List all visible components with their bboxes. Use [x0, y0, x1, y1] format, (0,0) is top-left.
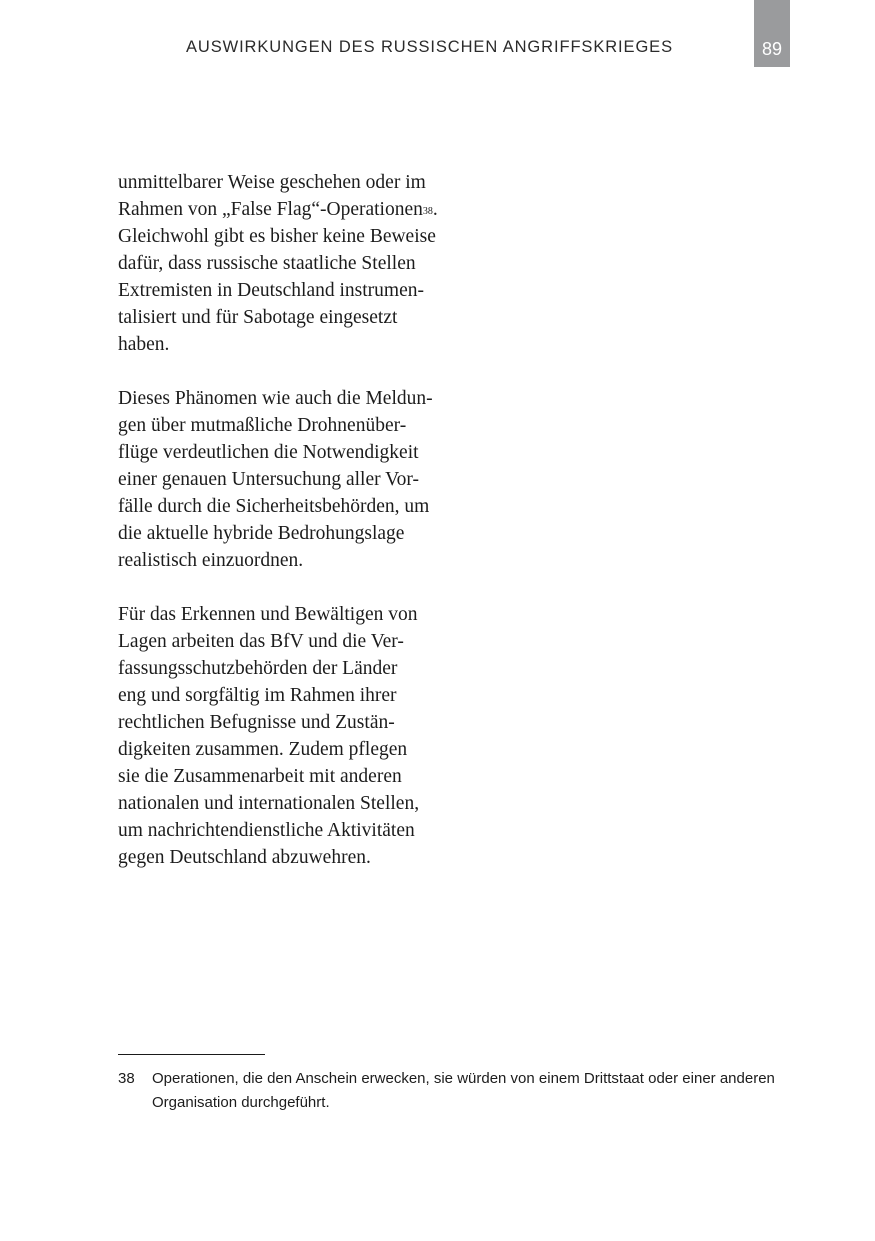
footnote-38: [118, 1067, 798, 1115]
text-line: einer genauen Untersuchung aller Vor-: [118, 469, 420, 490]
text-line: gen über mutmaßliche Drohnenüber-: [118, 415, 407, 436]
text-line: haben.: [118, 334, 170, 355]
body-text-column: [118, 169, 448, 898]
text-line: flüge verdeutlichen die Notwendigkeit: [118, 442, 419, 463]
page-number-tab: [754, 0, 790, 67]
text-line: Extremisten in Deutschland instrumen-: [118, 280, 424, 301]
text-line: dafür, dass russische staatliche Stellen: [118, 253, 416, 274]
paragraph-2: [118, 385, 448, 574]
text-line: unmittelbarer Weise geschehen oder im: [118, 172, 426, 193]
footnote-number: 38: [118, 1070, 135, 1087]
text-line: fassungsschutzbehörden der Länder: [118, 658, 398, 679]
text-line: Dieses Phänomen wie auch die Meldun-: [118, 388, 433, 409]
text-line: digkeiten zusammen. Zudem pflegen: [118, 739, 408, 760]
footnote-text: [152, 1067, 798, 1115]
text-line: Lagen arbeiten das BfV und die Ver-: [118, 631, 404, 652]
text-line: Rahmen von „False Flag“-Operationen$^{38}$.: [118, 199, 438, 220]
footnote-line: Organisation durchgeführt.: [152, 1094, 330, 1111]
page-number: 89: [761, 39, 783, 59]
text-line: eng und sorgfältig im Rahmen ihrer: [118, 685, 397, 706]
text-line: gegen Deutschland abzuwehren.: [118, 847, 371, 868]
footnote-line: Operationen, die den Anschein erwecken, sie würden von einem Drittstaat oder einer anderen: [152, 1070, 775, 1087]
text-line: um nachrichtendienstliche Aktivitäten: [118, 820, 415, 841]
paragraph-1: [118, 169, 448, 358]
text-line: talisiert und für Sabotage eingesetzt: [118, 307, 398, 328]
text-line: rechtlichen Befugnisse und Zustän-: [118, 712, 395, 733]
running-header: AUSWIRKUNGEN DES RUSSISCHEN ANGRIFFSKRIEGES: [185, 38, 673, 56]
paragraph-3: [118, 601, 448, 871]
text-line: nationalen und internationalen Stellen,: [118, 793, 420, 814]
text-line: sie die Zusammenarbeit mit anderen: [118, 766, 402, 787]
text-line: die aktuelle hybride Bedrohungslage: [118, 523, 405, 544]
footnote-separator: [118, 1054, 265, 1055]
text-line: Gleichwohl gibt es bisher keine Beweise: [118, 226, 436, 247]
text-line: fälle durch die Sicherheitsbehörden, um: [118, 496, 430, 517]
text-line: Für das Erkennen und Bewältigen von: [118, 604, 418, 625]
footnote-reference[interactable]: 38: [422, 206, 433, 217]
text-line: realistisch einzuordnen.: [118, 550, 304, 571]
